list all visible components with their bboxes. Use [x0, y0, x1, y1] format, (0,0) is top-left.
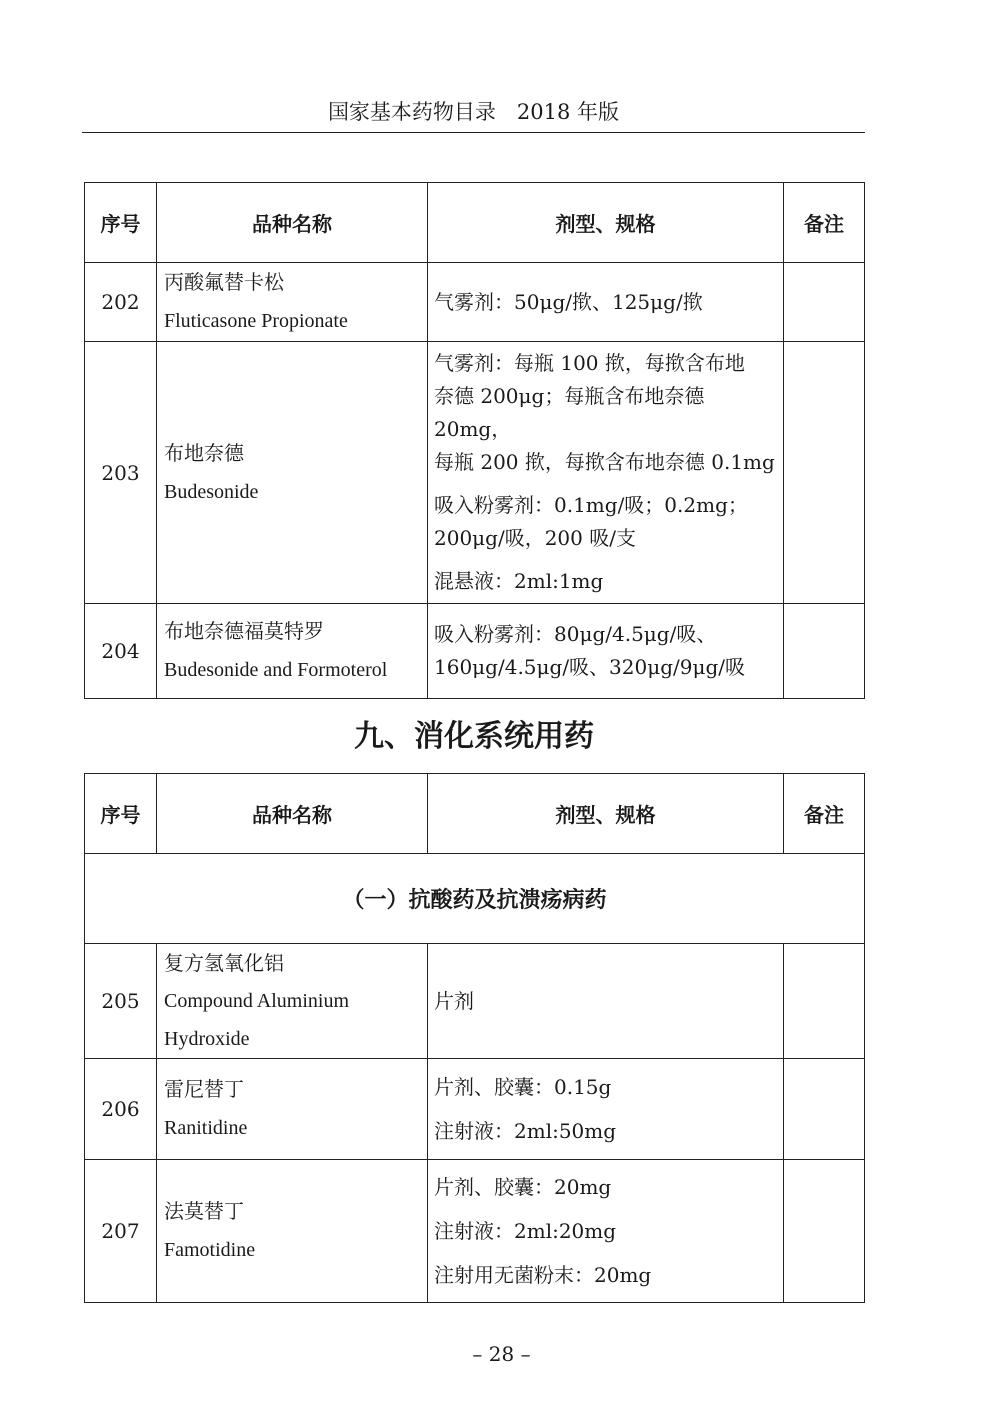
table-row: [85, 342, 865, 604]
row-seq: 207: [85, 1160, 157, 1303]
row-spec: [428, 342, 784, 604]
table-row: [85, 604, 865, 699]
name-en: Budesonide: [164, 480, 259, 503]
drug-table-digestive: [84, 773, 865, 1303]
row-spec: [428, 604, 784, 699]
spec-line: 气雾剂：每瓶 100 揿，每揿含布地: [434, 351, 745, 375]
row-name: [157, 1059, 428, 1160]
row-seq: 204: [85, 604, 157, 699]
row-name: [157, 342, 428, 604]
name-cn: 复方氢氧化铝: [164, 951, 284, 975]
subcategory-title: （一）抗酸药及抗溃疡病药: [85, 854, 865, 944]
row-spec: [428, 1059, 784, 1160]
row-spec: [428, 944, 784, 1059]
header-name: 品种名称: [157, 774, 428, 854]
name-cn: 布地奈德福莫特罗: [164, 619, 324, 643]
table-row: [85, 1059, 865, 1160]
name-en: Compound Aluminium: [164, 990, 350, 1012]
table-header-row: [85, 183, 865, 263]
name-en: Ranitidine: [164, 1117, 248, 1139]
spec-line: 200μg/吸，200 吸/支: [434, 526, 636, 550]
spec-line: 吸入粉雾剂：80μg/4.5μg/吸、: [434, 622, 717, 646]
row-note: [784, 342, 865, 604]
spec-line: 片剂、胶囊：20mg: [434, 1175, 612, 1199]
spec-line: 奈德 200μg；每瓶含布地奈德 20mg，: [434, 384, 705, 441]
header-name: 品种名称: [157, 183, 428, 263]
row-seq: 203: [85, 342, 157, 604]
table-row: [85, 1160, 865, 1303]
spec-line: 片剂: [434, 988, 474, 1013]
drug-table-respiratory: [84, 182, 865, 699]
row-note: [784, 1160, 865, 1303]
header-seq: 序号: [85, 183, 157, 263]
row-name: [157, 1160, 428, 1303]
table-header-row: [85, 774, 865, 854]
page-header: [82, 96, 865, 133]
spec-line: 注射用无菌粉末：20mg: [434, 1263, 652, 1287]
row-seq: 202: [85, 263, 157, 342]
row-spec: [428, 263, 784, 342]
section-title: 九、消化系统用药: [354, 719, 594, 754]
header-note: 备注: [784, 183, 865, 263]
row-name: [157, 604, 428, 699]
row-note: [784, 1059, 865, 1160]
spec-line: 160μg/4.5μg/吸、320μg/9μg/吸: [434, 655, 746, 679]
spec-line: 气雾剂：50μg/揿、125μg/揿: [434, 289, 703, 314]
subcategory-row: [85, 854, 865, 944]
name-en: Fluticasone Propionate: [164, 310, 348, 332]
row-spec: [428, 1160, 784, 1303]
header-spec: 剂型、规格: [428, 183, 784, 263]
row-seq: 206: [85, 1059, 157, 1160]
row-name: [157, 263, 428, 342]
header-seq: 序号: [85, 774, 157, 854]
row-note: [784, 944, 865, 1059]
spec-line: 注射液：2ml:50mg: [434, 1119, 617, 1143]
name-cn: 布地奈德: [164, 440, 244, 465]
spec-line: 每瓶 200 揿，每揿含布地奈德 0.1mg: [434, 450, 775, 474]
spec-line: 片剂、胶囊：0.15g: [434, 1075, 612, 1099]
row-note: [784, 263, 865, 342]
name-cn: 法莫替丁: [164, 1199, 244, 1223]
document-title: 国家基本药物目录 2018 年版: [327, 100, 620, 124]
table-row: [85, 263, 865, 342]
header-spec: 剂型、规格: [428, 774, 784, 854]
name-en: Famotidine: [164, 1239, 256, 1261]
row-name: [157, 944, 428, 1059]
name-en: Budesonide and Formoterol: [164, 659, 388, 681]
name-cn: 雷尼替丁: [164, 1077, 244, 1101]
table-row: [85, 944, 865, 1059]
page-number: – 28 –: [472, 1342, 531, 1366]
name-en: Hydroxide: [164, 1028, 250, 1050]
header-note: 备注: [784, 774, 865, 854]
row-seq: 205: [85, 944, 157, 1059]
spec-line: 吸入粉雾剂：0.1mg/吸；0.2mg；: [434, 493, 748, 517]
name-cn: 丙酸氟替卡松: [164, 270, 284, 294]
spec-line: 混悬液：2ml:1mg: [434, 569, 604, 593]
row-note: [784, 604, 865, 699]
spec-line: 注射液：2ml:20mg: [434, 1219, 617, 1243]
